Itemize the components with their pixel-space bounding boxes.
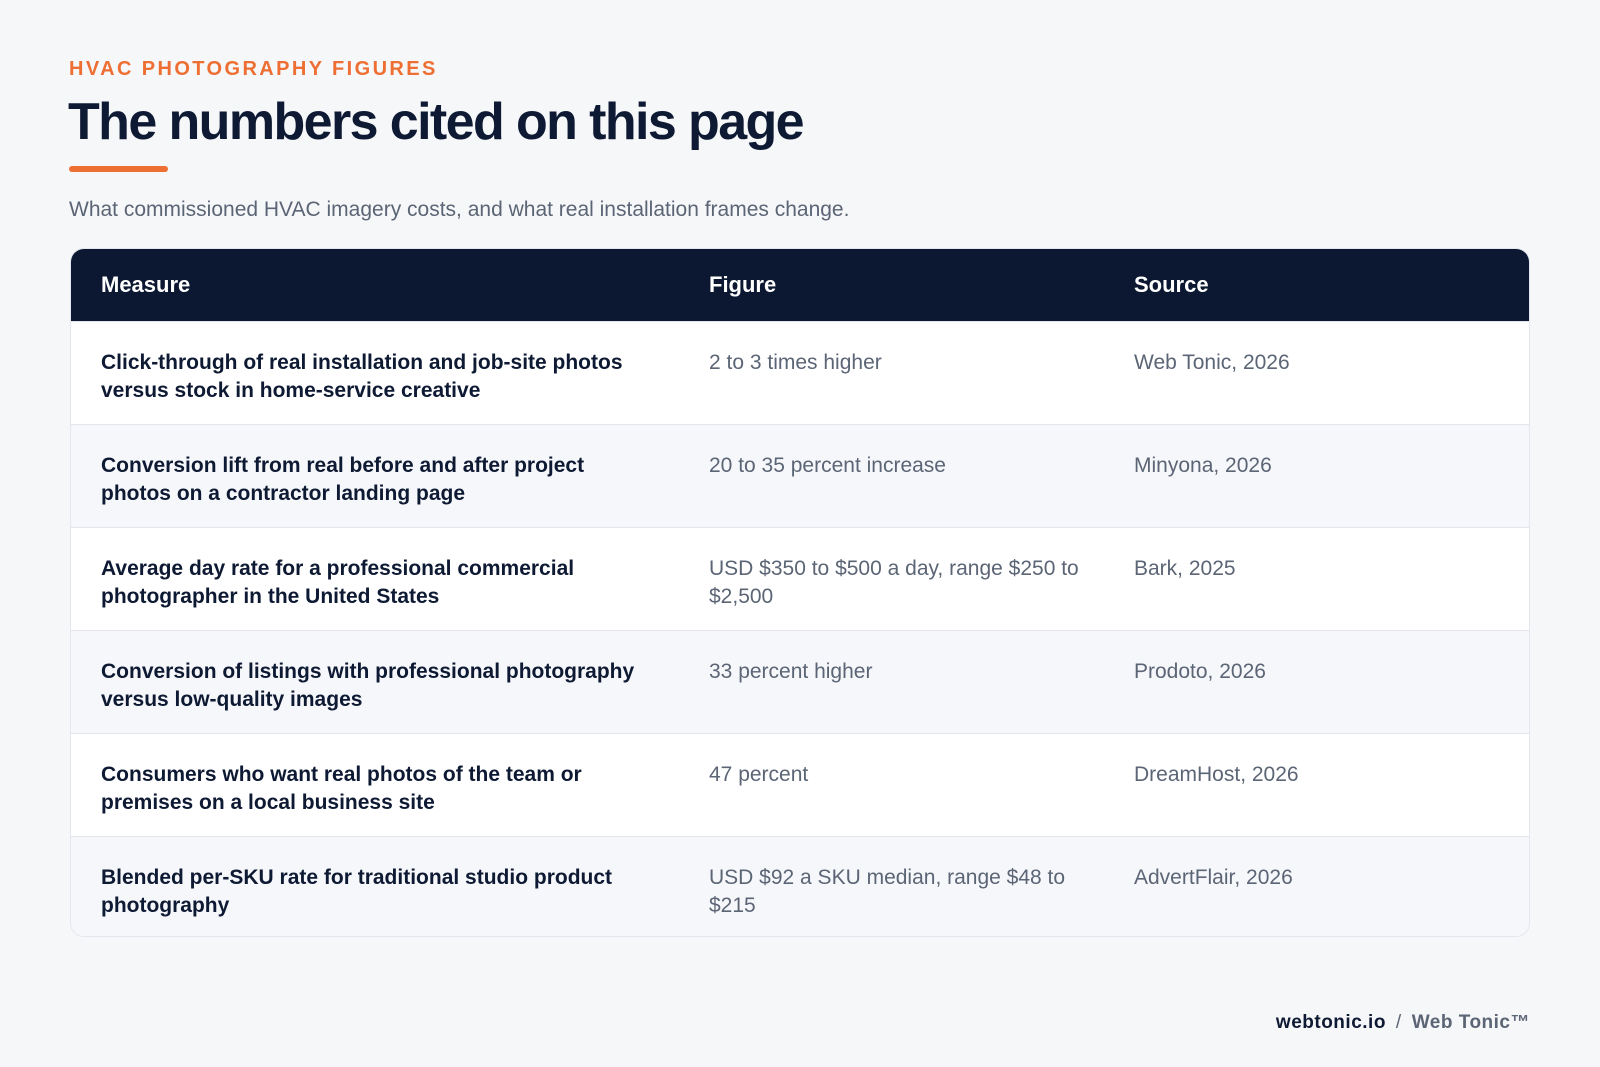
cell-source: Web Tonic, 2026 [1134,351,1290,374]
column-header-figure: Figure [709,272,777,297]
column-header-source: Source [1134,272,1209,297]
column-header-measure: Measure [101,272,191,297]
title-underline [69,166,168,172]
footer-brand: Web Tonic™ [1411,1012,1530,1033]
cell-measure: Consumers who want real photos of the team or premises on a local business site [101,763,582,814]
cell-source: Bark, 2025 [1134,557,1236,580]
cell-measure: Click-through of real installation and job-site photos versus stock in home-service creative [101,351,623,402]
cell-measure: Average day rate for a professional commercial photographer in the United States [101,557,575,608]
cell-figure: 33 percent higher [709,660,873,683]
table-header [71,249,1529,321]
footer-separator: / [1395,1012,1402,1033]
cell-source: DreamHost, 2026 [1134,763,1299,786]
footer-credit [1276,1012,1530,1034]
table-row [71,733,1529,836]
cell-measure: Conversion of listings with professional photography versus low-quality images [101,660,635,711]
cell-figure: USD $92 a SKU median, range $48 to $215 [709,866,1066,917]
cell-figure: 20 to 35 percent increase [709,454,946,477]
table-row [71,836,1529,937]
table-row [71,527,1529,630]
cell-figure: USD $350 to $500 a day, range $250 to $2,500 [709,557,1079,608]
table-row [71,424,1529,527]
cell-source: AdvertFlair, 2026 [1134,866,1293,889]
cell-measure: Conversion lift from real before and after project photos on a contractor landing page [101,454,585,505]
table-row [71,630,1529,733]
table-row [71,321,1529,424]
page-title: The numbers cited on this page [68,93,803,151]
cell-source: Minyona, 2026 [1134,454,1272,477]
cell-measure: Blended per-SKU rate for traditional studio product photography [101,866,613,917]
page-subtitle: What commissioned HVAC imagery costs, and what real installation frames change. [69,198,850,221]
cell-figure: 47 percent [709,763,809,786]
cell-source: Prodoto, 2026 [1134,660,1266,683]
footer-domain: webtonic.io [1275,1012,1386,1033]
cell-figure: 2 to 3 times higher [709,351,882,374]
figures-table [70,248,1530,937]
eyebrow-label: HVAC PHOTOGRAPHY FIGURES [69,58,438,80]
